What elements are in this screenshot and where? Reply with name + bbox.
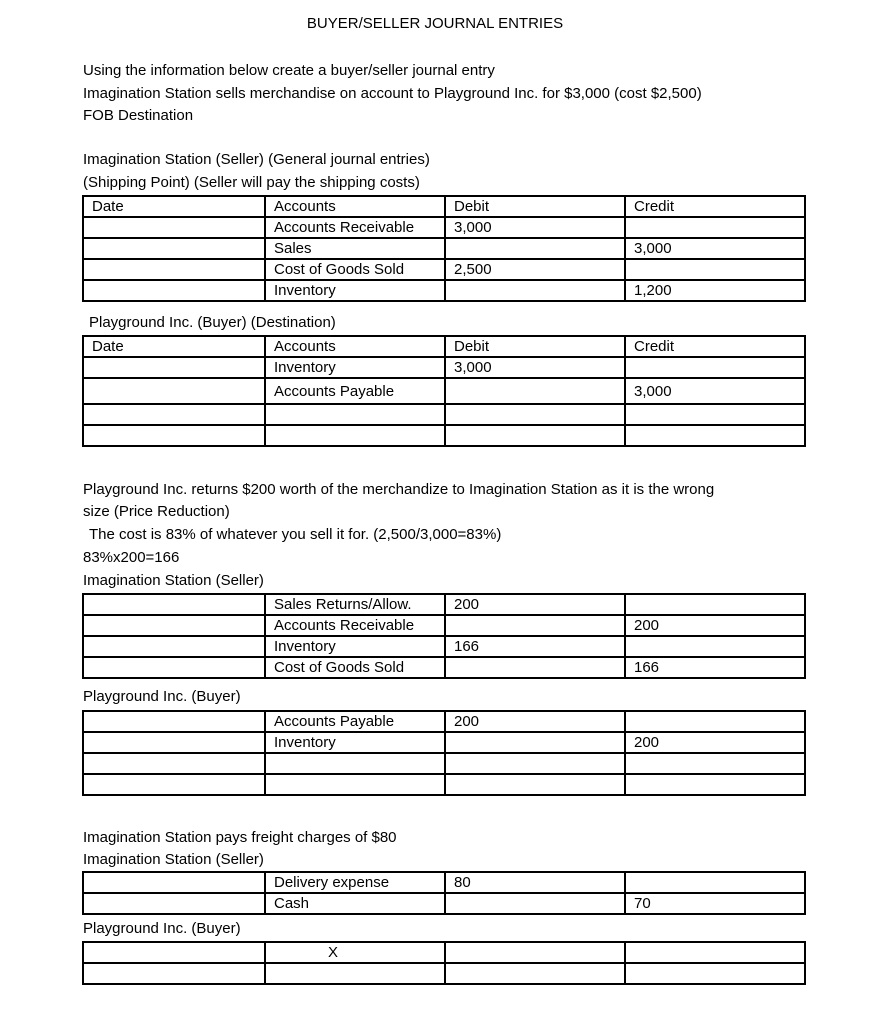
- table-row: [83, 774, 805, 795]
- credit-header: Credit: [625, 196, 805, 217]
- credit-cell: 3,000: [625, 378, 805, 404]
- date-cell: [83, 615, 265, 636]
- account-cell: X: [265, 942, 445, 963]
- section3-buyer-heading: Playground Inc. (Buyer): [83, 920, 241, 937]
- account-cell: Inventory: [265, 357, 445, 378]
- debit-cell: [445, 963, 625, 984]
- debit-cell: [445, 732, 625, 753]
- credit-cell: 200: [625, 732, 805, 753]
- table-row: [83, 357, 805, 378]
- account-cell: Cash: [265, 893, 445, 914]
- credit-cell: [625, 872, 805, 893]
- table-row: [83, 280, 805, 301]
- date-cell: [83, 657, 265, 678]
- account-cell: Cost of Goods Sold: [265, 657, 445, 678]
- section1-seller-table: [82, 195, 806, 302]
- credit-cell: [625, 425, 805, 446]
- date-cell: [83, 425, 265, 446]
- table-row: [83, 893, 805, 914]
- section1-seller-heading: Imagination Station (Seller) (General journal entries): [83, 151, 430, 168]
- credit-cell: [625, 594, 805, 615]
- credit-cell: [625, 357, 805, 378]
- table-row: [83, 217, 805, 238]
- account-cell: Inventory: [265, 636, 445, 657]
- table-row: [83, 732, 805, 753]
- section2-text-2: size (Price Reduction): [83, 503, 230, 520]
- date-cell: [83, 711, 265, 732]
- section3-seller-table: [82, 871, 806, 915]
- table-row: [83, 753, 805, 774]
- credit-cell: [625, 711, 805, 732]
- debit-cell: 80: [445, 872, 625, 893]
- debit-cell: [445, 774, 625, 795]
- date-cell: [83, 636, 265, 657]
- account-cell: Delivery expense: [265, 872, 445, 893]
- date-cell: [83, 378, 265, 404]
- intro-line-1: Using the information below create a buyer/seller journal entry: [83, 62, 495, 79]
- credit-cell: 70: [625, 893, 805, 914]
- section3-seller-heading: Imagination Station (Seller): [83, 851, 264, 868]
- account-cell: Inventory: [265, 732, 445, 753]
- credit-cell: [625, 774, 805, 795]
- account-cell: Cost of Goods Sold: [265, 259, 445, 280]
- table-row: [83, 238, 805, 259]
- table-row: [83, 615, 805, 636]
- account-cell: Accounts Payable: [265, 711, 445, 732]
- date-cell: [83, 732, 265, 753]
- debit-header: Debit: [445, 196, 625, 217]
- date-cell: [83, 404, 265, 425]
- table-header-row: [83, 336, 805, 357]
- debit-cell: 3,000: [445, 217, 625, 238]
- credit-cell: 1,200: [625, 280, 805, 301]
- account-cell: [265, 425, 445, 446]
- date-cell: [83, 238, 265, 259]
- section1-seller-note: (Shipping Point) (Seller will pay the shipping costs): [83, 174, 420, 191]
- debit-cell: 3,000: [445, 357, 625, 378]
- section2-seller-table: [82, 593, 806, 679]
- credit-cell: [625, 753, 805, 774]
- section2-text-3: The cost is 83% of whatever you sell it for. (2,500/3,000=83%): [89, 526, 502, 543]
- debit-cell: [445, 753, 625, 774]
- table-row: [83, 378, 805, 404]
- table-row: [83, 711, 805, 732]
- account-cell: Accounts Receivable: [265, 615, 445, 636]
- debit-cell: 166: [445, 636, 625, 657]
- credit-cell: [625, 217, 805, 238]
- table-row: [83, 636, 805, 657]
- date-cell: [83, 280, 265, 301]
- date-cell: [83, 942, 265, 963]
- credit-cell: 200: [625, 615, 805, 636]
- date-header: Date: [83, 336, 265, 357]
- intro-line-2: Imagination Station sells merchandise on account to Playground Inc. for $3,000 (cost $2,500): [83, 85, 702, 102]
- section2-seller-heading: Imagination Station (Seller): [83, 572, 264, 589]
- date-cell: [83, 872, 265, 893]
- debit-cell: [445, 893, 625, 914]
- section2-buyer-heading: Playground Inc. (Buyer): [83, 688, 241, 705]
- table-row: [83, 872, 805, 893]
- table-row: [83, 657, 805, 678]
- accounts-header: Accounts: [265, 336, 445, 357]
- section3-text-1: Imagination Station pays freight charges of $80: [83, 829, 397, 846]
- account-cell: [265, 963, 445, 984]
- date-cell: [83, 217, 265, 238]
- date-cell: [83, 753, 265, 774]
- credit-cell: [625, 636, 805, 657]
- debit-cell: [445, 404, 625, 425]
- debit-cell: [445, 378, 625, 404]
- table-row: [83, 404, 805, 425]
- table-row: [83, 425, 805, 446]
- account-cell: Sales Returns/Allow.: [265, 594, 445, 615]
- date-cell: [83, 963, 265, 984]
- credit-cell: 3,000: [625, 238, 805, 259]
- debit-cell: [445, 657, 625, 678]
- debit-cell: 2,500: [445, 259, 625, 280]
- table-row: [83, 594, 805, 615]
- debit-cell: [445, 942, 625, 963]
- date-cell: [83, 893, 265, 914]
- credit-cell: 166: [625, 657, 805, 678]
- credit-cell: [625, 963, 805, 984]
- page-title: BUYER/SELLER JOURNAL ENTRIES: [306, 15, 564, 32]
- debit-cell: [445, 425, 625, 446]
- section2-buyer-table: [82, 710, 806, 796]
- section2-text-1: Playground Inc. returns $200 worth of the merchandize to Imagination Station as it is the wrong: [83, 481, 715, 498]
- section3-buyer-table: [82, 941, 806, 985]
- debit-cell: 200: [445, 711, 625, 732]
- credit-cell: [625, 404, 805, 425]
- date-cell: [83, 774, 265, 795]
- date-cell: [83, 594, 265, 615]
- account-cell: [265, 404, 445, 425]
- table-row: [83, 963, 805, 984]
- intro-line-3: FOB Destination: [83, 107, 194, 124]
- date-cell: [83, 357, 265, 378]
- debit-cell: [445, 238, 625, 259]
- credit-header: Credit: [625, 336, 805, 357]
- accounts-header: Accounts: [265, 196, 445, 217]
- debit-header: Debit: [445, 336, 625, 357]
- account-cell: Sales: [265, 238, 445, 259]
- debit-cell: 200: [445, 594, 625, 615]
- section2-text-4: 83%x200=166: [83, 549, 180, 566]
- date-header: Date: [83, 196, 265, 217]
- date-cell: [83, 259, 265, 280]
- credit-cell: [625, 259, 805, 280]
- account-cell: Accounts Payable: [265, 378, 445, 404]
- account-cell: [265, 753, 445, 774]
- account-cell: Accounts Receivable: [265, 217, 445, 238]
- section1-buyer-table: [82, 335, 806, 447]
- debit-cell: [445, 615, 625, 636]
- table-row: [83, 942, 805, 963]
- debit-cell: [445, 280, 625, 301]
- credit-cell: [625, 942, 805, 963]
- account-cell: [265, 774, 445, 795]
- account-cell: Inventory: [265, 280, 445, 301]
- table-row: [83, 259, 805, 280]
- table-header-row: [83, 196, 805, 217]
- section1-buyer-heading: Playground Inc. (Buyer) (Destination): [89, 314, 336, 331]
